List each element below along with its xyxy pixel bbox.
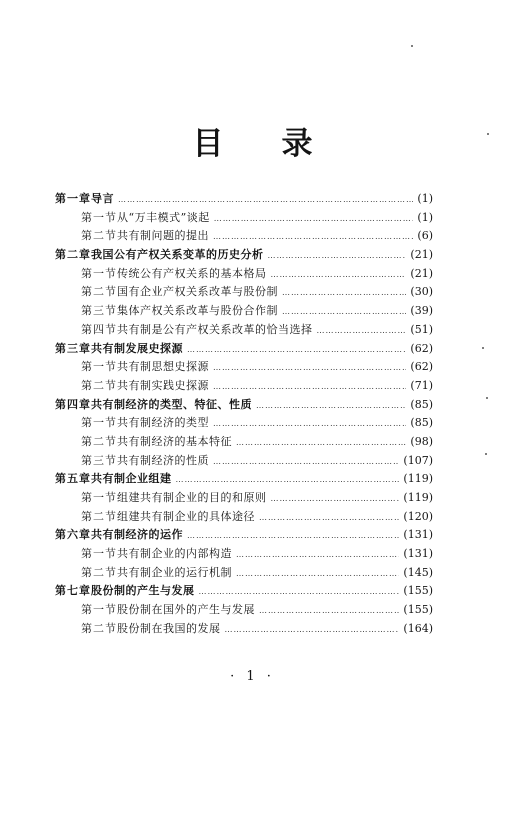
toc-section-row [55,564,433,583]
dot-leader [271,490,400,509]
section-title: 组建共有制企业的具体途径 [117,509,255,523]
toc-section-row [55,321,433,340]
toc-chapter-row [55,190,433,209]
dot-leader [187,527,399,546]
page-reference: (1) [417,192,433,205]
section-title: 集体产权关系改革与股份合作制 [117,304,278,318]
toc-section-row [55,414,433,433]
toc-chapter-row [55,396,433,415]
scan-speck [411,45,413,47]
chapter-title: 我国公有产权关系变革的历史分析 [91,248,264,262]
section-number: 第二节 [81,434,117,448]
page-reference: (62) [410,360,433,374]
chapter-number: 第七章 [55,584,91,598]
section-title: 从“万丰模式”谈起 [117,210,210,224]
section-title: 共有制是公有产权关系改革的恰当选择 [117,322,313,336]
page-reference: (131) [403,528,433,542]
section-title: 共有制实践史探源 [117,378,209,392]
toc-chapter-row [55,582,433,601]
dot-leader [213,453,399,472]
chapter-number: 第一章 [55,192,91,205]
page-reference: (21) [410,248,433,262]
dot-leader [213,359,406,378]
dot-leader [317,322,407,341]
toc-section-row [55,489,433,508]
section-title: 共有制企业的运行机制 [117,565,232,579]
chapter-title: 共有制企业组建 [91,472,172,486]
section-title: 股份制在国外的产生与发展 [117,603,255,617]
page-title: 目录 [192,126,371,162]
section-number: 第二节 [81,378,117,392]
toc-chapter-row [55,470,433,489]
page-reference: (119) [403,491,433,504]
page-number: · 1 · [230,669,275,684]
section-number: 第二节 [81,621,117,635]
page-reference: (21) [410,266,433,280]
chapter-number: 第三章 [55,341,91,355]
page-reference: (131) [403,547,433,561]
section-number: 第一节 [81,266,117,280]
dot-leader [199,583,400,602]
section-title: 共有制问题的提出 [117,229,209,243]
dot-leader [118,191,413,210]
dot-leader [214,210,414,229]
section-number: 第三节 [81,304,117,318]
page-reference: (85) [410,397,433,411]
scan-speck [485,453,487,455]
page-reference: (30) [410,285,433,299]
toc-section-row [55,302,433,321]
chapter-number: 第二章 [55,248,91,262]
section-number: 第二节 [81,565,117,579]
section-title: 共有制思想史探源 [117,360,209,374]
toc-chapter-row [55,246,433,265]
section-title: 股份制在我国的发展 [117,621,221,635]
section-number: 第四节 [81,322,117,336]
page-reference: (51) [410,322,433,336]
section-number: 第一节 [81,603,117,617]
dot-leader [213,378,406,397]
section-title: 共有制经济的类型 [117,416,209,430]
page-reference: (6) [417,229,433,243]
dot-leader [225,621,400,640]
section-title: 传统公有产权关系的基本格局 [117,266,267,280]
dot-leader [259,509,399,528]
section-title: 组建共有制企业的目的和原则 [117,491,267,504]
section-number: 第三节 [81,453,117,467]
toc-section-row [55,265,433,284]
dot-leader [176,471,400,490]
chapter-number: 第四章 [55,397,91,411]
dot-leader [271,266,407,285]
dot-leader [256,397,406,416]
chapter-title: 导言 [91,192,114,205]
dot-leader [213,415,406,434]
dot-leader [187,341,406,360]
section-number: 第一节 [81,491,117,504]
dot-leader [259,602,399,621]
page-reference: (107) [403,453,433,467]
page-reference: (39) [410,304,433,318]
toc-section-row [55,452,433,471]
section-title: 国有企业产权关系改革与股份制 [117,285,278,299]
page-reference: (98) [410,434,433,448]
toc-chapter-row [55,340,433,359]
chapter-number: 第六章 [55,528,91,542]
section-number: 第二节 [81,509,117,523]
dot-leader [213,228,413,247]
page-reference: (164) [403,621,433,635]
toc-section-row [55,358,433,377]
section-number: 第一节 [81,416,117,430]
scan-speck [482,347,484,349]
toc-section-row [55,227,433,246]
section-number: 第一节 [81,210,117,224]
dot-leader [282,303,406,322]
dot-leader [236,546,399,565]
scan-speck [486,397,488,399]
toc-section-row [55,377,433,396]
page-reference: (119) [403,472,433,486]
page-reference: (120) [403,509,433,523]
dot-leader [236,565,399,584]
toc-section-row [55,508,433,527]
section-title: 共有制经济的性质 [117,453,209,467]
page-reference: (1) [417,210,433,224]
dot-leader [268,247,407,266]
page-reference: (155) [403,603,433,617]
section-title: 共有制企业的内部构造 [117,547,232,561]
page-reference: (62) [410,341,433,355]
dot-leader [282,284,406,303]
toc-section-row [55,209,433,228]
chapter-title: 共有制经济的类型、特征、性质 [91,397,252,411]
page-reference: (155) [403,584,433,598]
toc-section-row [55,545,433,564]
toc-section-row [55,620,433,639]
section-number: 第二节 [81,285,117,299]
toc-section-row [55,283,433,302]
page-reference: (145) [403,565,433,579]
chapter-title: 股份制的产生与发展 [91,584,195,598]
chapter-number: 第五章 [55,472,91,486]
section-number: 第一节 [81,360,117,374]
section-number: 第二节 [81,229,117,243]
chapter-title: 共有制发展史探源 [91,341,183,355]
scan-speck [487,133,489,135]
section-number: 第一节 [81,547,117,561]
toc-section-row [55,601,433,620]
section-title: 共有制经济的基本特征 [117,434,232,448]
dot-leader [236,434,406,453]
page-reference: (85) [410,416,433,430]
page-reference: (71) [410,378,433,392]
toc-chapter-row [55,526,433,545]
chapter-title: 共有制经济的运作 [91,528,183,542]
table-of-contents [55,190,433,639]
toc-section-row [55,433,433,452]
